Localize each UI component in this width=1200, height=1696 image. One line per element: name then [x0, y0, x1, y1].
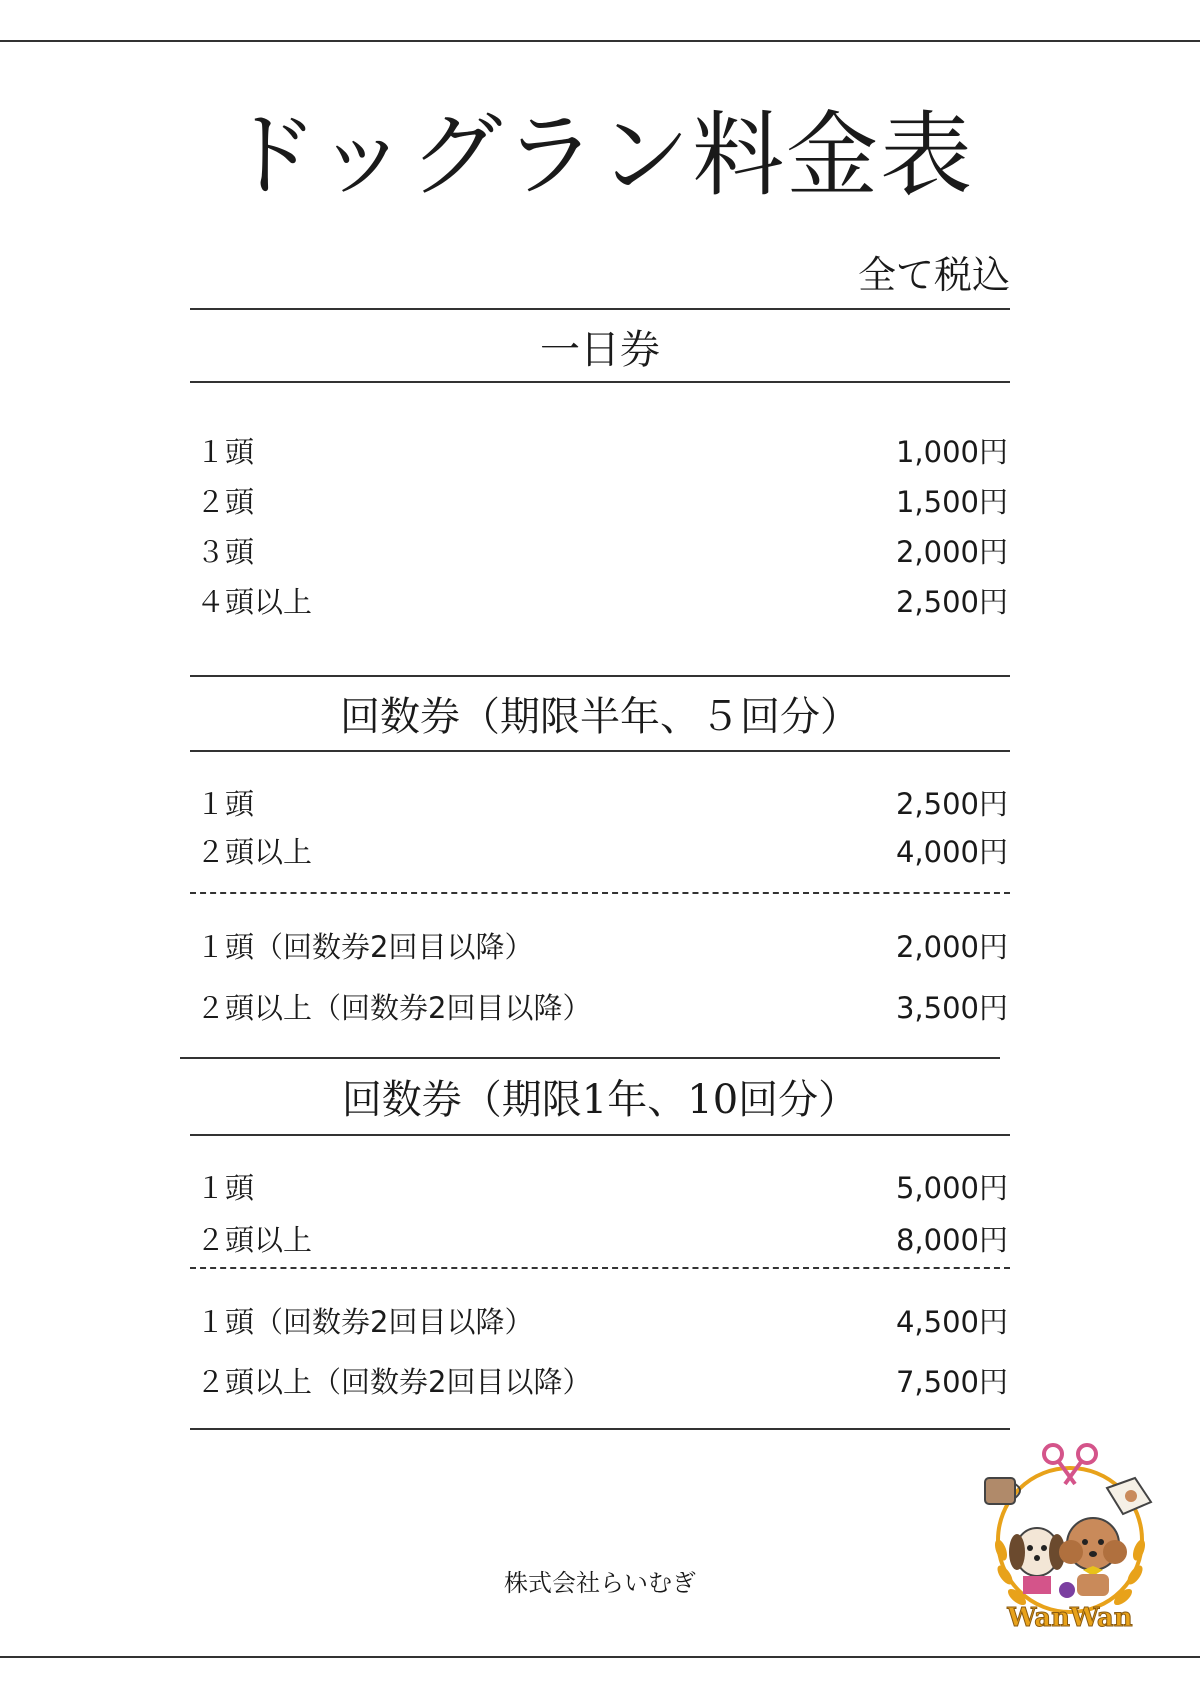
- section-heading-half-year: 回数券（期限半年、５回分）: [340, 694, 860, 740]
- price-row-label: ２頭: [196, 484, 255, 519]
- scissors-icon: [1044, 1445, 1096, 1484]
- tax-note: 全て税込: [857, 253, 1010, 297]
- price-row-price: 1,500円: [895, 484, 1008, 519]
- section-rule: [190, 381, 1010, 383]
- page-title: ドッグラン料金表: [225, 102, 975, 209]
- price-row: [190, 830, 1010, 870]
- top-border: [0, 40, 1200, 42]
- price-row-label: ４頭以上: [196, 584, 313, 619]
- price-row-price: 4,000円: [895, 834, 1008, 869]
- dashed-divider: [190, 1267, 1010, 1269]
- price-row-price: 1,000円: [895, 434, 1008, 469]
- price-row-label: ２頭以上: [196, 834, 313, 869]
- price-row-label: ２頭以上（回数券2回目以降）: [196, 990, 592, 1025]
- price-row-label: １頭（回数券2回目以降）: [196, 1304, 534, 1339]
- price-row-label: １頭（回数券2回目以降）: [196, 929, 534, 964]
- price-row: [190, 530, 1010, 570]
- section-rule: [190, 750, 1010, 752]
- dashed-divider: [190, 892, 1010, 894]
- company-name: 株式会社らいむぎ: [504, 1569, 696, 1597]
- price-row: [190, 925, 1010, 965]
- price-row-label: ２頭以上: [196, 1222, 313, 1257]
- price-row-price: 2,000円: [895, 929, 1008, 964]
- price-row-price: 2,500円: [895, 786, 1008, 821]
- section-rule: [190, 675, 1010, 677]
- price-row-price: 7,500円: [895, 1364, 1008, 1399]
- section-heading-one-year: 回数券（期限1年、10回分）: [341, 1077, 859, 1123]
- price-row: [190, 580, 1010, 620]
- price-row-price: 4,500円: [895, 1304, 1008, 1339]
- section-rule: [190, 308, 1010, 310]
- price-row: [190, 986, 1010, 1026]
- price-row-label: １頭: [196, 1170, 255, 1205]
- coffee-cup-icon: [985, 1478, 1020, 1504]
- section-rule: [190, 1134, 1010, 1136]
- bottom-border: [0, 1656, 1200, 1658]
- section-rule: [180, 1057, 1000, 1059]
- logo-text: WanWan: [1007, 1603, 1133, 1633]
- price-row: [190, 1300, 1010, 1340]
- section-heading-day-pass: 一日券: [540, 327, 660, 373]
- price-row: [190, 430, 1010, 470]
- price-row: [190, 480, 1010, 520]
- teapot-icon: [1059, 1582, 1075, 1598]
- wanwan-logo: [975, 1440, 1165, 1640]
- price-row-price: 2,000円: [895, 534, 1008, 569]
- price-row-price: 5,000円: [895, 1170, 1008, 1205]
- price-row-price: 8,000円: [895, 1222, 1008, 1257]
- section-rule: [190, 1428, 1010, 1430]
- dog-left-icon: [1009, 1528, 1065, 1594]
- price-row: [190, 1166, 1010, 1206]
- price-row-label: ３頭: [196, 534, 255, 569]
- price-row-price: 2,500円: [895, 584, 1008, 619]
- price-row-price: 3,500円: [895, 990, 1008, 1025]
- price-row: [190, 1218, 1010, 1258]
- price-row-label: １頭: [196, 786, 255, 821]
- price-row: [190, 1360, 1010, 1400]
- price-row: [190, 782, 1010, 822]
- price-row-label: ２頭以上（回数券2回目以降）: [196, 1364, 592, 1399]
- price-row-label: １頭: [196, 434, 255, 469]
